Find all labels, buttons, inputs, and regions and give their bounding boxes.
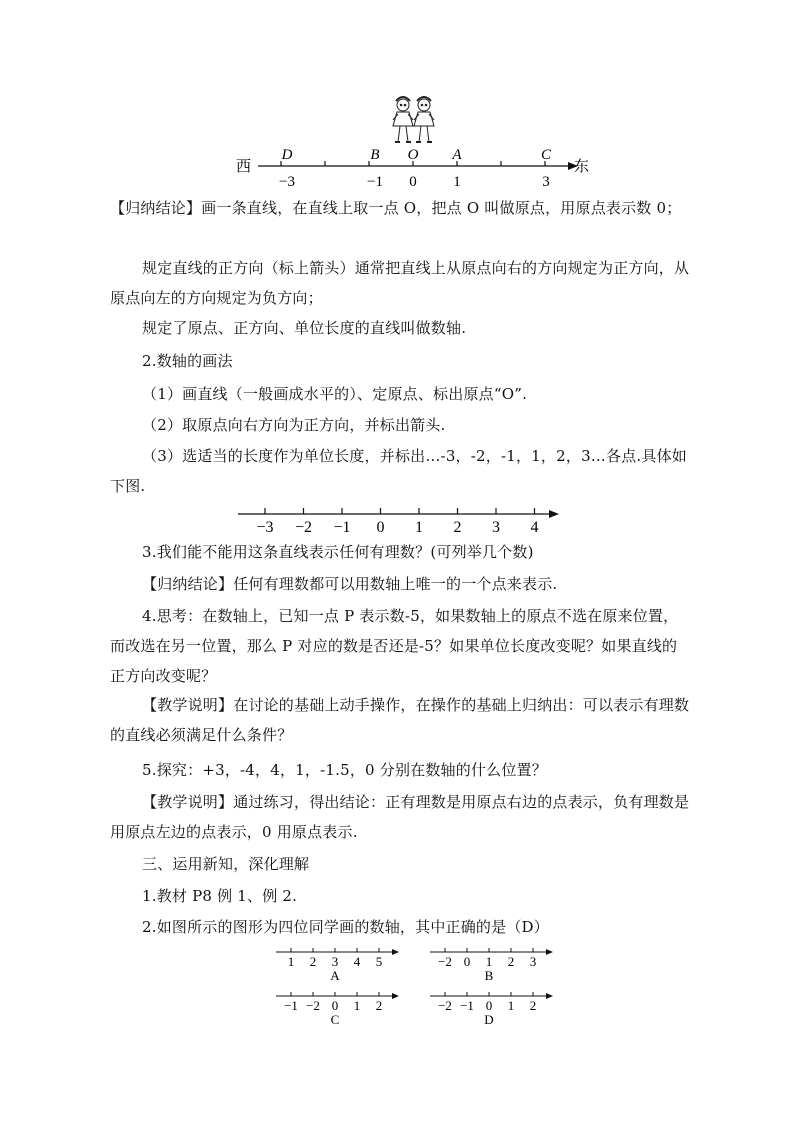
option-number-line-d: [430, 992, 553, 1027]
option-number-label: −2: [438, 954, 452, 969]
fig1-point-letter: D: [281, 147, 293, 163]
fig2-number-label: −3: [256, 519, 274, 536]
paragraph-positive-direction: 规定直线的正方向（标上箭头）通常把直线上从原点向右的方向规定为正方向，从原点向左的方向规定为负方向；: [110, 259, 690, 307]
step-2: （2）取原点向右方向为正方向，并标出箭头.: [142, 416, 446, 434]
conclusion-unique-point: 【归纳结论】任何有理数都可以用数轴上唯一的一个点来表示.: [142, 575, 558, 593]
option-number-label: −1: [284, 998, 298, 1013]
axis-arrow-2: [549, 510, 559, 518]
fig1-point-letter: O: [407, 147, 419, 163]
option-number-label: 0: [485, 998, 493, 1013]
option-number-label: 0: [463, 954, 471, 969]
fig1-number-label: 1: [453, 174, 461, 190]
option-number-label: 3: [331, 954, 339, 969]
children-illustration: [393, 97, 434, 142]
option-number-label: 3: [529, 954, 537, 969]
step-1: （1）画直线（一般画成水平的）、定原点、标出原点“O”.: [142, 385, 528, 403]
fig1-number-label: −1: [367, 174, 383, 190]
heading-drawing-method: 2.数轴的画法: [142, 352, 233, 370]
option-label-b: B: [484, 968, 494, 983]
option-number-label: 1: [485, 954, 493, 969]
option-number-label: −1: [460, 998, 474, 1013]
fig1-point-letter: B: [370, 147, 380, 163]
exercise-2: 2.如图所示的图形为四位同学画的数轴，其中正确的是（D）: [142, 918, 549, 936]
option-number-label: 2: [529, 998, 537, 1013]
option-label-d: D: [484, 1012, 494, 1027]
option-number-line-b: [430, 948, 553, 983]
figure-number-line-directions: [0, 0, 794, 200]
option-number-label: 5: [375, 954, 383, 969]
exercise-1: 1.教材 P8 例 1、例 2.: [142, 887, 298, 905]
option-label-a: A: [330, 968, 340, 983]
option-number-label: 2: [375, 998, 383, 1013]
option-number-line-a: [276, 948, 399, 983]
fig2-number-label: −2: [294, 519, 313, 536]
option-number-label: 1: [507, 998, 515, 1013]
option-number-label: 2: [309, 954, 317, 969]
paragraph-conclusion-origin: 【归纳结论】画一条直线，在直线上取一点 O，把点 O 叫做原点，用原点表示数 0；: [110, 199, 682, 217]
fig2-number-label: 3: [492, 519, 500, 536]
question-5: 5.探究：+3，-4，4，1，-1.5，0 分别在数轴的什么位置？: [142, 761, 547, 779]
option-label-c: C: [330, 1012, 340, 1027]
option-number-label: 2: [507, 954, 515, 969]
option-number-label: 1: [353, 998, 361, 1013]
section-heading-3: 三、运用新知，深化理解: [142, 855, 310, 873]
option-number-label: 0: [331, 998, 339, 1013]
fig1-number-label: −3: [279, 174, 295, 190]
option-number-line-c: [276, 992, 399, 1027]
fig1-point-letter: C: [540, 147, 552, 163]
fig2-number-label: −1: [333, 519, 351, 536]
option-number-label: 4: [353, 954, 361, 969]
fig1-point-letter: A: [452, 147, 462, 163]
fig1-number-label: 3: [542, 174, 550, 190]
fig2-number-label: 2: [453, 519, 462, 536]
fig2-number-label: 0: [376, 519, 385, 536]
fig1-number-label: 0: [409, 174, 417, 190]
east-label: 东: [574, 157, 590, 175]
fig2-number-label: 4: [530, 519, 539, 536]
step-3: （3）选适当的长度作为单位长度，并标出…-3，-2，-1，1，2，3…各点.具体如下图.: [110, 447, 687, 495]
fig2-number-label: 1: [415, 519, 423, 536]
paragraph-number-line-definition: 规定了原点、正方向、单位长度的直线叫做数轴.: [142, 319, 467, 337]
teaching-note-1: 【教学说明】在讨论的基础上动手操作，在操作的基础上归纳出：可以表示有理数的直线必须满足什么条件？: [110, 696, 690, 744]
option-number-label: 1: [287, 954, 295, 969]
option-number-label: −2: [438, 998, 452, 1013]
west-label: 西: [236, 157, 252, 175]
option-number-label: −2: [306, 998, 320, 1013]
question-4: 4.思考：在数轴上，已知一点 P 表示数-5，如果数轴上的原点不选在原来位置，而改选在另一位置，那么 P 对应的数是否还是-5？如果单位长度改变呢？如果直线的正方向改变呢？: [110, 607, 679, 685]
question-3: 3.我们能不能用这条直线表示任何有理数？(可列举几个数): [142, 543, 534, 561]
teaching-note-2: 【教学说明】通过练习，得出结论：正有理数是用原点右边的点表示，负有理数是用原点左边的点表示，0 用原点表示.: [110, 793, 690, 841]
